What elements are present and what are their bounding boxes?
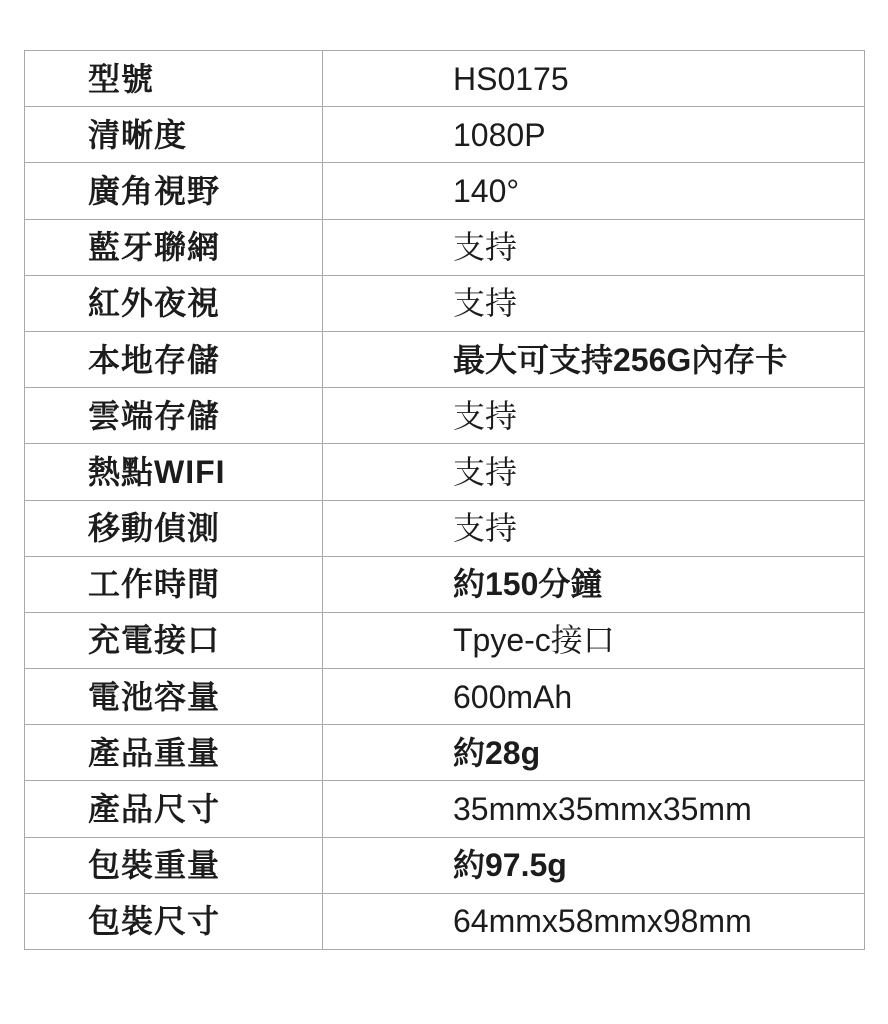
spec-value: 支持 [453,453,518,490]
table-row [25,388,864,444]
table-row [25,501,864,557]
spec-label: 熱點WIFI [25,444,323,499]
spec-label: 本地存儲 [25,332,323,387]
spec-label: 包裝尺寸 [25,894,323,949]
spec-label: 清晰度 [25,107,323,162]
spec-value: 最大可支持256G內存卡 [453,341,788,378]
table-row [25,276,864,332]
spec-label: 廣角視野 [25,163,323,218]
spec-value: 約150分鐘 [453,566,603,603]
spec-value: HS0175 [453,60,569,97]
spec-label: 雲端存儲 [25,388,323,443]
product-spec-table [24,50,865,950]
spec-value: Tpye-c接口 [453,622,615,659]
spec-label: 產品尺寸 [25,781,323,836]
table-row [25,669,864,725]
spec-value: 600mAh [453,678,573,715]
table-row [25,894,864,949]
table-row [25,613,864,669]
table-row [25,838,864,894]
spec-label: 型號 [25,51,323,106]
spec-label: 產品重量 [25,725,323,780]
table-row [25,332,864,388]
spec-value: 140° [453,172,520,209]
spec-label: 紅外夜視 [25,276,323,331]
table-row [25,557,864,613]
spec-value: 35mmx35mmx35mm [453,791,752,828]
table-row [25,51,864,107]
table-row [25,444,864,500]
spec-value: 約28g [453,734,541,771]
spec-label: 移動偵測 [25,501,323,556]
spec-label: 電池容量 [25,669,323,724]
spec-label: 藍牙聯網 [25,220,323,275]
spec-value: 支持 [453,510,518,547]
table-row [25,163,864,219]
spec-value: 支持 [453,397,518,434]
table-row [25,781,864,837]
spec-label: 包裝重量 [25,838,323,893]
table-row [25,220,864,276]
spec-label: 工作時間 [25,557,323,612]
spec-value: 支持 [453,285,518,322]
table-row [25,107,864,163]
table-row [25,725,864,781]
spec-value: 1080P [453,116,546,153]
spec-value: 約97.5g [453,847,567,884]
spec-label: 充電接口 [25,613,323,668]
spec-value: 64mmx58mmx98mm [453,903,752,940]
spec-value: 支持 [453,229,518,266]
